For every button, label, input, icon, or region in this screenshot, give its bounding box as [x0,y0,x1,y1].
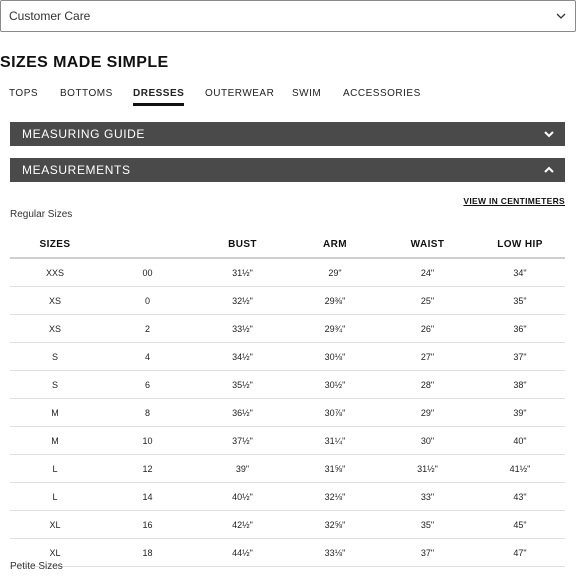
cell-number: 12 [100,455,195,483]
cell-size: L [10,483,100,511]
cell-bust: 40½" [195,483,290,511]
customer-care-label: Customer Care [9,9,91,23]
chevron-up-icon [543,164,555,176]
cell-low-hip: 39" [475,399,565,427]
cell-waist: 35" [380,511,475,539]
cell-waist: 27" [380,343,475,371]
cell-waist: 26" [380,315,475,343]
cell-number: 14 [100,483,195,511]
cell-waist: 25" [380,287,475,315]
cell-waist: 24" [380,258,475,287]
cell-low-hip: 41½" [475,455,565,483]
tab-dresses[interactable]: DRESSES [133,88,184,106]
cell-bust: 44½" [195,539,290,567]
cell-arm: 33⅛" [290,539,380,567]
cell-waist: 30" [380,427,475,455]
category-tabs [0,88,580,110]
cell-size: XS [10,287,100,315]
header-bust: BUST [195,231,290,258]
cell-number: 00 [100,258,195,287]
header-waist: WAIST [380,231,475,258]
cell-low-hip: 38" [475,371,565,399]
cell-bust: 36½" [195,399,290,427]
header-number [100,231,195,258]
chevron-down-icon [555,10,567,22]
cell-size: S [10,343,100,371]
table-row [10,315,565,343]
cell-bust: 32½" [195,287,290,315]
cell-waist: 33" [380,483,475,511]
cell-waist: 37" [380,539,475,567]
cell-bust: 33½" [195,315,290,343]
table-row [10,539,565,567]
table-row [10,343,565,371]
cell-waist: 29" [380,399,475,427]
table-row [10,287,565,315]
cell-waist: 28" [380,371,475,399]
cell-low-hip: 43" [475,483,565,511]
page-title: SIZES MADE SIMPLE [0,54,169,71]
cell-number: 4 [100,343,195,371]
cell-size: XXS [10,258,100,287]
cell-number: 6 [100,371,195,399]
chevron-down-icon [543,128,555,140]
cell-bust: 34½" [195,343,290,371]
cell-number: 8 [100,399,195,427]
measuring-guide-label: MEASURING GUIDE [22,127,146,141]
cell-arm: 32⅛" [290,483,380,511]
cell-size: S [10,371,100,399]
header-sizes: SIZES [10,231,100,258]
measurements-label: MEASUREMENTS [22,163,131,177]
cell-size: M [10,399,100,427]
cell-number: 18 [100,539,195,567]
customer-care-select[interactable] [0,0,576,32]
cell-bust: 37½" [195,427,290,455]
measuring-guide-accordion[interactable] [10,122,565,146]
cell-low-hip: 47" [475,539,565,567]
cell-arm: 30⅛" [290,343,380,371]
table-row [10,455,565,483]
table-row [10,427,565,455]
cell-size: XS [10,315,100,343]
petite-sizes-label: Petite Sizes [10,561,63,572]
table-row [10,371,565,399]
cell-size: L [10,455,100,483]
header-arm: ARM [290,231,380,258]
table-row [10,258,565,287]
table-row [10,399,565,427]
cell-size: XL [10,511,100,539]
cell-arm: 29⅜" [290,287,380,315]
cell-bust: 35½" [195,371,290,399]
cell-number: 16 [100,511,195,539]
cell-arm: 29" [290,258,380,287]
cell-number: 0 [100,287,195,315]
tab-outerwear[interactable]: OUTERWEAR [205,88,275,99]
view-in-centimeters-link[interactable]: VIEW IN CENTIMETERS [463,196,565,206]
table-row [10,483,565,511]
cell-number: 10 [100,427,195,455]
tab-tops[interactable]: TOPS [9,88,39,99]
regular-sizes-label: Regular Sizes [10,209,73,220]
cell-arm: 30⅞" [290,399,380,427]
cell-low-hip: 36" [475,315,565,343]
table-header-row [10,231,565,258]
size-chart-table [10,231,565,567]
cell-waist: 31½" [380,455,475,483]
cell-size: M [10,427,100,455]
cell-bust: 39" [195,455,290,483]
cell-arm: 30½" [290,371,380,399]
cell-number: 2 [100,315,195,343]
cell-bust: 42½" [195,511,290,539]
header-low-hip: LOW HIP [475,231,565,258]
cell-low-hip: 34" [475,258,565,287]
tab-bottoms[interactable]: BOTTOMS [60,88,113,99]
tab-swim[interactable]: SWIM [292,88,322,99]
cell-bust: 31½" [195,258,290,287]
cell-size: XL [10,539,100,567]
tab-accessories[interactable]: ACCESSORIES [343,88,421,99]
cell-arm: 31¼" [290,427,380,455]
measurements-accordion[interactable] [10,158,565,182]
cell-low-hip: 45" [475,511,565,539]
cell-arm: 32⅝" [290,511,380,539]
table-row [10,511,565,539]
cell-low-hip: 40" [475,427,565,455]
cell-low-hip: 37" [475,343,565,371]
cell-arm: 31⅝" [290,455,380,483]
cell-arm: 29¾" [290,315,380,343]
cell-low-hip: 35" [475,287,565,315]
